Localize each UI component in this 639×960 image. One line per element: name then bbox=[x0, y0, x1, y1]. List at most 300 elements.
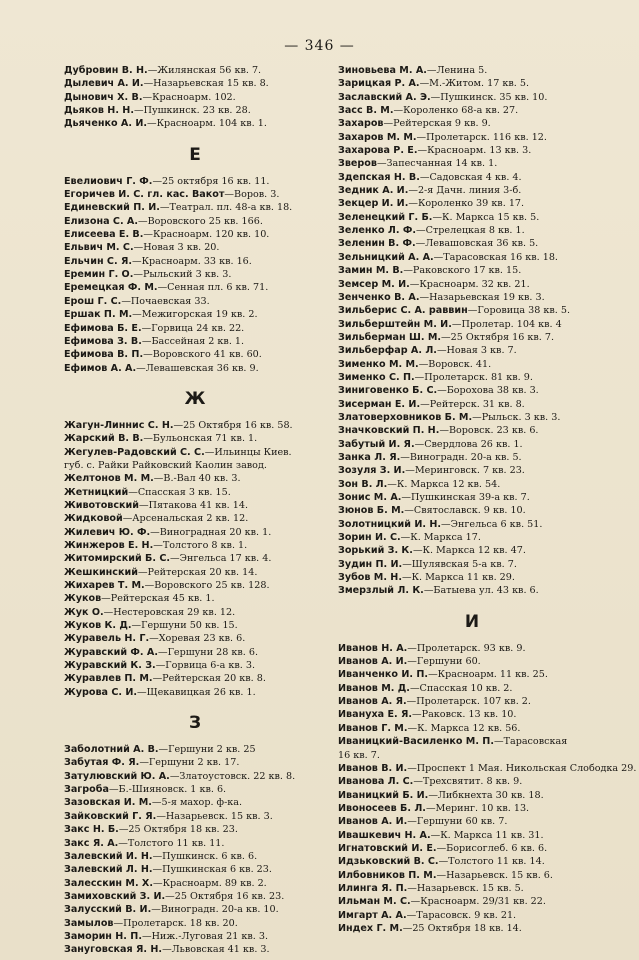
directory-entry bbox=[338, 211, 606, 224]
entry-name: Жагун-Линнис С. Н. bbox=[64, 419, 174, 431]
entry-name: Загроба bbox=[64, 784, 109, 796]
entry-address: —Пролетар. 104 кв. 4 bbox=[451, 318, 562, 330]
entry-address: —Спасская 10 кв. 2. bbox=[409, 682, 513, 694]
directory-entry bbox=[338, 398, 606, 411]
directory-entry bbox=[64, 322, 326, 335]
entry-name: Ельвич М. С. bbox=[64, 242, 134, 254]
directory-entry bbox=[64, 228, 326, 241]
entry-address: —Бассейная 2 кв. 1. bbox=[141, 335, 245, 347]
entry-address: —Красноарм. 33 кв. 16. bbox=[131, 255, 252, 267]
entry-address: —Златоустовск. 22 кв. 8. bbox=[169, 770, 296, 782]
entry-address: —Назарьевск. 15 кв. 3. bbox=[156, 810, 273, 822]
entry-address: —Запесчанная 14 кв. 1. bbox=[376, 158, 498, 170]
directory-entry bbox=[338, 438, 606, 451]
entry-name: Значковский П. Н. bbox=[338, 425, 440, 437]
entry-address: —Энгельса 17 кв. 4. bbox=[170, 553, 272, 565]
entry-name: Занка Л. Я. bbox=[338, 451, 401, 463]
entry-address: —25 Октября 16 кв. 58. bbox=[173, 419, 293, 431]
directory-entry bbox=[64, 632, 326, 645]
entry-address: —Театрал. пл. 48-а кв. 18. bbox=[159, 202, 293, 214]
directory-entry bbox=[338, 278, 606, 291]
directory-entry bbox=[338, 144, 606, 157]
entry-name: Ефимова Б. Е. bbox=[64, 322, 142, 334]
directory-entry bbox=[338, 464, 606, 477]
directory-entry bbox=[338, 642, 606, 655]
entry-address: —Энгельса 6 кв. 51. bbox=[441, 518, 543, 530]
entry-name: Дубровин В. Н. bbox=[64, 65, 148, 76]
directory-entry bbox=[64, 188, 326, 201]
entry-name: Егоричев И. С. гл. кас. Вакот bbox=[64, 189, 225, 201]
entry-address: —Либкнехта 30 кв. 18. bbox=[428, 789, 544, 801]
entry-address: —Красноарм. 89 кв. 2. bbox=[152, 877, 267, 889]
directory-entry bbox=[64, 486, 326, 499]
entry-address: —Гершуни 2 кв. 25 bbox=[158, 744, 256, 756]
entry-address: —Горвица 24 кв. 22. bbox=[141, 322, 245, 334]
entry-name: Ерош Г. С. bbox=[64, 295, 122, 307]
entry-address: —Назарьевск. 15 кв. 6. bbox=[436, 869, 553, 881]
entry-address: —Стрелецкая 8 кв. 1. bbox=[416, 225, 525, 237]
entry-name: Дылевич А. И. bbox=[64, 78, 144, 90]
entry-name: Зисерман Е. И. bbox=[338, 398, 421, 410]
entry-name: Зорин И. С. bbox=[338, 532, 401, 544]
entry-address: —Красноарм. 13 кв. 3. bbox=[417, 145, 532, 157]
entry-name: Журавский К. З. bbox=[64, 660, 156, 672]
directory-entry bbox=[338, 291, 606, 304]
directory-entry bbox=[64, 606, 326, 619]
directory-entry bbox=[64, 268, 326, 281]
directory-entry bbox=[64, 432, 326, 445]
entry-address: —Рейтерск. 31 кв. 8. bbox=[420, 398, 525, 410]
directory-entry bbox=[64, 659, 326, 672]
entry-name: Зазовская И. М. bbox=[64, 797, 152, 809]
entry-name: Замиховский З. И. bbox=[64, 890, 166, 902]
entry-name: Забутая Ф. Я. bbox=[64, 757, 140, 769]
entry-address: —Левашевская 36 кв. 9. bbox=[136, 362, 259, 374]
directory-entry bbox=[64, 64, 326, 77]
entry-address: —Межигорская 19 кв. 2. bbox=[132, 309, 258, 321]
entry-name: Жарский В. В. bbox=[64, 433, 144, 445]
entry-name: Зудин П. И. bbox=[338, 558, 403, 570]
directory-entry bbox=[338, 895, 606, 908]
directory-entry bbox=[338, 668, 606, 681]
directory-entry bbox=[338, 531, 606, 544]
entry-address: —Красноарм. 120 кв. 10. bbox=[143, 229, 270, 241]
directory-entry bbox=[338, 344, 606, 357]
entry-name: Дынович Х. В. bbox=[64, 91, 143, 103]
entry-address: —25 Октября 16 кв. 23. bbox=[165, 890, 285, 902]
entry-address: —Проспект 1 Мая. Никольская Слободка 29. bbox=[407, 762, 637, 774]
directory-entry bbox=[64, 743, 326, 756]
directory-entry bbox=[338, 131, 606, 144]
entry-address: —Воровского 41 кв. 60. bbox=[143, 349, 262, 361]
entry-name: Жидковой bbox=[64, 513, 123, 525]
directory-entry bbox=[64, 566, 326, 579]
entry-address: —25 Октября 18 кв. 14. bbox=[402, 922, 522, 934]
directory-entry bbox=[64, 672, 326, 685]
directory-entry bbox=[64, 117, 326, 130]
directory-entry bbox=[338, 735, 606, 748]
entry-name: Зверов bbox=[338, 158, 377, 170]
entry-address: —Назарьевская 19 кв. 3. bbox=[419, 291, 545, 303]
entry-address: —Пушкинск. 35 кв. 10. bbox=[430, 91, 548, 103]
directory-entry bbox=[64, 255, 326, 268]
entry-address: —Трехсвятит. 8 кв. 9. bbox=[413, 776, 523, 788]
entry-name: Иванова Л. С. bbox=[338, 776, 414, 788]
directory-entry bbox=[64, 686, 326, 699]
entry-name: Залевский Л. Н. bbox=[64, 864, 153, 876]
entry-name: Иванов А. Я. bbox=[338, 696, 407, 708]
entry-name: Зекцер И. И. bbox=[338, 198, 409, 210]
entry-name: Земсер М. И. bbox=[338, 278, 410, 290]
entry-address: —25 Октября 16 кв. 7. bbox=[441, 331, 555, 343]
directory-entry bbox=[64, 539, 326, 552]
directory-entry bbox=[64, 943, 326, 956]
directory-entry bbox=[338, 451, 606, 464]
entry-name: Ершак П. М. bbox=[64, 309, 133, 321]
entry-name: Жук О. bbox=[64, 606, 104, 618]
entry-name: Иваницкий-Василенко М. П. bbox=[338, 736, 494, 748]
directory-entry bbox=[338, 384, 606, 397]
directory-entry bbox=[64, 446, 326, 459]
entry-address: —Назарьевская 15 кв. 8. bbox=[143, 78, 269, 90]
entry-address: —Ленина 5. bbox=[426, 65, 488, 76]
directory-entry bbox=[64, 419, 326, 432]
entry-address: —Арсенальская 2 кв. 12. bbox=[122, 513, 249, 525]
entry-address: —Пролетарск. 81 кв. 9. bbox=[414, 371, 533, 383]
directory-entry bbox=[338, 91, 606, 104]
directory-entry bbox=[338, 197, 606, 210]
entry-address: —25 Октября 18 кв. 23. bbox=[118, 824, 238, 836]
directory-entry bbox=[338, 855, 606, 868]
right-column bbox=[338, 64, 637, 935]
directory-entry bbox=[338, 117, 606, 130]
entry-address: —Почаевская 33. bbox=[121, 295, 210, 307]
entry-name: Ефимова З. В. bbox=[64, 335, 142, 347]
entry-address: —Львовская 41 кв. 3. bbox=[162, 944, 270, 956]
entry-name: Златоверховников Б. М. bbox=[338, 411, 473, 423]
entry-name: Здепская Н. В. bbox=[338, 171, 420, 183]
directory-entry bbox=[338, 224, 606, 237]
entry-name: Иванов В. И. bbox=[338, 762, 408, 774]
entry-name: Идзьковский В. С. bbox=[338, 856, 439, 868]
entry-name: Игнатовский И. Е. bbox=[338, 842, 437, 854]
entry-address: —Воровск. 23 кв. 6. bbox=[439, 425, 539, 437]
entry-name: Ивашкевич Н. А. bbox=[338, 829, 431, 841]
entry-name: Зозуля З. И. bbox=[338, 465, 406, 477]
entry-address: —Виноградн. 20-а кв. 5. bbox=[400, 451, 522, 463]
entry-name: Жешкинский bbox=[64, 566, 138, 578]
directory-entry bbox=[64, 348, 326, 361]
directory-entry bbox=[64, 201, 326, 214]
entry-address: —Воровск. 41. bbox=[418, 358, 492, 370]
entry-name: Зильберман Ш. М. bbox=[338, 331, 442, 343]
directory-entry bbox=[338, 518, 606, 531]
entry-address: 16 кв. 7. bbox=[338, 749, 380, 761]
entry-address: —Красноарм. 11 кв. 25. bbox=[428, 669, 548, 681]
entry-address: —Меринговск. 7 кв. 23. bbox=[405, 465, 525, 477]
entry-name: Зедник А. И. bbox=[338, 185, 409, 197]
entry-address: —Гершуни 60 кв. 7. bbox=[407, 816, 508, 828]
entry-name: Змерзлый Л. К. bbox=[338, 585, 424, 597]
directory-entry bbox=[64, 512, 326, 525]
entry-name: Зеленин В. Ф. bbox=[338, 238, 416, 250]
directory-entry bbox=[338, 584, 606, 597]
entry-address: —Назарьевск. 15 кв. 5. bbox=[407, 882, 524, 894]
directory-entry bbox=[64, 770, 326, 783]
entry-name: Зайковский Г. Я. bbox=[64, 810, 157, 822]
entry-address: —К. Маркса 17. bbox=[400, 532, 481, 544]
entry-address: —К. Маркса 12 кв. 56. bbox=[407, 722, 521, 734]
directory-entry bbox=[64, 241, 326, 254]
entry-address: —Пролетарск. 107 кв. 2. bbox=[406, 696, 531, 708]
directory-entry bbox=[338, 411, 606, 424]
directory-entry bbox=[64, 472, 326, 485]
entry-name: Дьяков Н. Н. bbox=[64, 105, 134, 117]
entry-name: Журавский Ф. А. bbox=[64, 646, 158, 658]
entry-name: Захаров bbox=[338, 118, 384, 130]
entry-address: —К. Маркса 15 кв. 5. bbox=[432, 211, 540, 223]
left-column bbox=[64, 64, 326, 957]
entry-name: Зильберфар А. Л. bbox=[338, 345, 437, 357]
entry-name: Замылов bbox=[64, 917, 114, 929]
directory-entry bbox=[338, 104, 606, 117]
entry-name: Золотницкий И. Н. bbox=[338, 518, 442, 530]
entry-address: —Гершуни 2 кв. 17. bbox=[139, 757, 240, 769]
directory-entry bbox=[338, 842, 606, 855]
directory-entry bbox=[338, 237, 606, 250]
directory-entry bbox=[338, 749, 606, 762]
entry-name: Иванов А. И. bbox=[338, 816, 408, 828]
entry-address: —Гершуни 28 кв. 6. bbox=[157, 646, 259, 658]
entry-address: —Горвица 6-а кв. 3. bbox=[155, 660, 256, 672]
directory-entry bbox=[338, 331, 606, 344]
entry-name: Зиновьева М. А. bbox=[338, 65, 427, 76]
entry-address: —Меринг. 10 кв. 13. bbox=[425, 802, 530, 814]
entry-address: —25 октября 16 кв. 11. bbox=[152, 175, 270, 187]
entry-address: —Левашовская 36 кв. 5. bbox=[415, 238, 539, 250]
entry-address: —Борохова 38 кв. 3. bbox=[437, 385, 539, 397]
directory-entry bbox=[338, 491, 606, 504]
entry-address: —Виноградная 20 кв. 1. bbox=[150, 526, 272, 538]
directory-entry bbox=[64, 756, 326, 769]
entry-name: Елисеева Е. В. bbox=[64, 229, 144, 241]
entry-name: Ефимов А. А. bbox=[64, 362, 137, 374]
directory-entry bbox=[338, 304, 606, 317]
entry-name: Заморин Н. П. bbox=[64, 930, 142, 942]
directory-entry bbox=[338, 722, 606, 735]
directory-entry bbox=[338, 264, 606, 277]
entry-name: Индех Г. М. bbox=[338, 922, 403, 934]
section-letter: З bbox=[188, 713, 202, 734]
entry-address: —К. Маркса 12 кв. 47. bbox=[412, 545, 526, 557]
directory-entry bbox=[338, 682, 606, 695]
directory-entry bbox=[338, 909, 606, 922]
directory-entry bbox=[64, 459, 326, 472]
directory-entry bbox=[64, 215, 326, 228]
directory-entry bbox=[64, 499, 326, 512]
entry-address: —Рыльск. 3 кв. 3. bbox=[472, 411, 561, 423]
entry-address: —Новая 3 кв. 7. bbox=[436, 345, 517, 357]
directory-entry bbox=[64, 91, 326, 104]
entry-name: Зильберис С. А. раввин bbox=[338, 305, 468, 317]
entry-name: Забутый И. Я. bbox=[338, 438, 415, 450]
entry-address: —Красноарм. 104 кв. 1. bbox=[147, 118, 267, 130]
directory-entry bbox=[338, 478, 606, 491]
entry-address: —Толстого 11 кв. 14. bbox=[438, 856, 545, 868]
directory-entry bbox=[64, 552, 326, 565]
directory-entry bbox=[338, 802, 606, 815]
entry-address: —К. Маркса 12 кв. 54. bbox=[387, 478, 501, 490]
entry-address: —Пушкинская 39-а кв. 7. bbox=[401, 492, 530, 503]
entry-name: Ефимова В. П. bbox=[64, 349, 144, 361]
entry-address: —Короленко 39 кв. 17. bbox=[408, 198, 525, 210]
entry-address: —Гершуни 50 кв. 15. bbox=[131, 620, 238, 632]
entry-address: —Пушкинск. 6 кв. 6. bbox=[152, 850, 258, 862]
entry-address: —Тарасовск. 9 кв. 21. bbox=[406, 909, 517, 921]
directory-entry bbox=[338, 544, 606, 557]
entry-address: —Раковского 17 кв. 15. bbox=[403, 265, 522, 277]
entry-name: Жегулев-Радовский С. С. bbox=[64, 446, 205, 458]
entry-address: —Рыльский 3 кв. 3. bbox=[133, 269, 232, 281]
entry-name: Желтонов М. М. bbox=[64, 473, 154, 485]
directory-entry bbox=[338, 762, 637, 775]
directory-entry bbox=[64, 823, 326, 836]
entry-name: Залевский И. Н. bbox=[64, 850, 153, 862]
directory-entry bbox=[64, 335, 326, 348]
entry-name: Жуков К. Д. bbox=[64, 620, 132, 632]
entry-address: —Красноарм. 102. bbox=[142, 91, 236, 103]
entry-address: —Рейтерская 9 кв. 9. bbox=[383, 118, 491, 130]
entry-address: —М.-Житом. 17 кв. 5. bbox=[419, 78, 529, 90]
directory-entry bbox=[338, 882, 606, 895]
entry-address: —Пролетарск. 93 кв. 9. bbox=[407, 642, 526, 654]
entry-address: —Рейтерская 45 кв. 1. bbox=[101, 593, 215, 605]
entry-name: Ельчин С. Я. bbox=[64, 255, 132, 267]
entry-name: Ильман М. С. bbox=[338, 896, 411, 908]
entry-address: —Воровского 25 кв. 128. bbox=[144, 580, 270, 591]
entry-address: —Ильинцы Киев. bbox=[204, 446, 292, 458]
entry-name: Зорький З. К. bbox=[338, 545, 413, 557]
entry-name: Жихарев Т. М. bbox=[64, 580, 145, 591]
entry-address: —Жилянская 56 кв. 7. bbox=[147, 65, 262, 76]
entry-name: Еремецкая Ф. М. bbox=[64, 282, 158, 294]
entry-name: Захаров М. М. bbox=[338, 131, 417, 143]
entry-address: —Новая 3 кв. 20. bbox=[133, 242, 220, 254]
directory-entry bbox=[64, 308, 326, 321]
directory-entry bbox=[64, 930, 326, 943]
entry-address: —К. Маркса 11 кв. 29. bbox=[401, 572, 515, 584]
entry-address: —Красноарм. 29/31 кв. 22. bbox=[410, 896, 546, 908]
entry-name: Единевский П. И. bbox=[64, 202, 160, 214]
entry-name: Зеленецкий Г. Б. bbox=[338, 211, 433, 223]
directory-entry bbox=[64, 877, 326, 890]
entry-name: Залусский В. И. bbox=[64, 904, 152, 916]
directory-entry bbox=[338, 558, 606, 571]
directory-entry bbox=[64, 850, 326, 863]
directory-entry bbox=[338, 775, 606, 788]
entry-name: Иванченко И. П. bbox=[338, 669, 429, 681]
entry-address: —Воровского 25 кв. 166. bbox=[138, 215, 263, 227]
directory-entry bbox=[338, 171, 606, 184]
entry-name: Журавель Н. Г. bbox=[64, 633, 150, 645]
entry-address: —Свердлова 26 кв. 1. bbox=[414, 438, 523, 450]
entry-address: —Тарасовская bbox=[493, 736, 568, 748]
entry-address: —Воров. 3. bbox=[224, 189, 280, 201]
entry-address: —Нестеровская 29 кв. 12. bbox=[103, 606, 236, 618]
entry-name: Иванов М. Д. bbox=[338, 682, 410, 694]
directory-entry bbox=[64, 837, 326, 850]
entry-name: Зон В. Л. bbox=[338, 478, 388, 490]
directory-entry bbox=[64, 104, 326, 117]
entry-name: Закс Я. А. bbox=[64, 837, 119, 849]
directory-entry bbox=[64, 796, 326, 809]
entry-name: Зеленко Л. Ф. bbox=[338, 225, 417, 237]
directory-entry bbox=[64, 863, 326, 876]
entry-name: Елизона С. А. bbox=[64, 215, 139, 227]
directory-entry bbox=[338, 789, 606, 802]
entry-name: Залесскин М. Х. bbox=[64, 877, 153, 889]
directory-entry bbox=[338, 829, 606, 842]
entry-name: Зануговская Я. Н. bbox=[64, 944, 163, 956]
directory-entry bbox=[338, 184, 606, 197]
entry-name: Жуков bbox=[64, 593, 102, 605]
section-letter: Ж bbox=[184, 388, 206, 409]
entry-name: Зельницкий А. А. bbox=[338, 251, 434, 263]
entry-name: Жилевич Ю. Ф. bbox=[64, 526, 151, 538]
entry-address: —Батыева ул. 43 кв. 6. bbox=[423, 585, 539, 597]
entry-name: Журавлев П. М. bbox=[64, 673, 153, 685]
entry-address: губ. с. Райки Райковский Каолин завод. bbox=[64, 459, 267, 471]
entry-name: Зенченко В. А. bbox=[338, 291, 420, 303]
directory-entry bbox=[338, 64, 606, 77]
entry-name: Иваницкий Б. И. bbox=[338, 789, 429, 801]
directory-entry bbox=[338, 571, 606, 584]
entry-address: —Борисоглеб. 6 кв. 6. bbox=[436, 842, 548, 854]
entry-name: Засс В. М. bbox=[338, 105, 394, 117]
directory-entry bbox=[64, 579, 326, 592]
section-letter: Е bbox=[189, 144, 201, 165]
directory-entry bbox=[64, 917, 326, 930]
entry-name: Иванов А. И. bbox=[338, 656, 408, 668]
directory-entry bbox=[64, 783, 326, 796]
entry-name: Житомирский Б. С. bbox=[64, 553, 171, 565]
entry-address: —Короленко 68-а кв. 27. bbox=[393, 105, 519, 117]
directory-entry bbox=[64, 526, 326, 539]
entry-address: —Горовица 38 кв. 5. bbox=[467, 305, 571, 317]
directory-entry bbox=[338, 655, 606, 668]
section-letter: И bbox=[464, 611, 480, 632]
entry-address: —Тарасовская 16 кв. 18. bbox=[433, 251, 558, 263]
entry-name: Зиниговенко Б. С. bbox=[338, 385, 438, 397]
entry-address: —Толстого 8 кв. 1. bbox=[153, 539, 248, 551]
directory-entry bbox=[64, 295, 326, 308]
entry-name: Жинжеров Е. Н. bbox=[64, 539, 154, 551]
entry-address: —К. Маркса 11 кв. 31. bbox=[430, 829, 544, 841]
entry-name: Зюнов Б. М. bbox=[338, 505, 405, 517]
directory-entry bbox=[338, 695, 606, 708]
entry-name: Евелиович Г. Ф. bbox=[64, 175, 153, 187]
entry-address: —Красноарм. 32 кв. 21. bbox=[409, 278, 530, 290]
entry-name: Захарова Р. Е. bbox=[338, 145, 418, 157]
entry-address: —Пролетарск. 116 кв. 12. bbox=[416, 131, 547, 143]
entry-name: Иванов Н. А. bbox=[338, 642, 408, 654]
entry-name: Еремин Г. О. bbox=[64, 269, 134, 281]
directory-entry bbox=[64, 890, 326, 903]
entry-address: —Святославск. 9 кв. 10. bbox=[404, 505, 526, 517]
entry-name: Зубов М. Н. bbox=[338, 572, 402, 584]
entry-name: Жетницкий bbox=[64, 486, 129, 498]
entry-name: Журова С. И. bbox=[64, 686, 138, 698]
